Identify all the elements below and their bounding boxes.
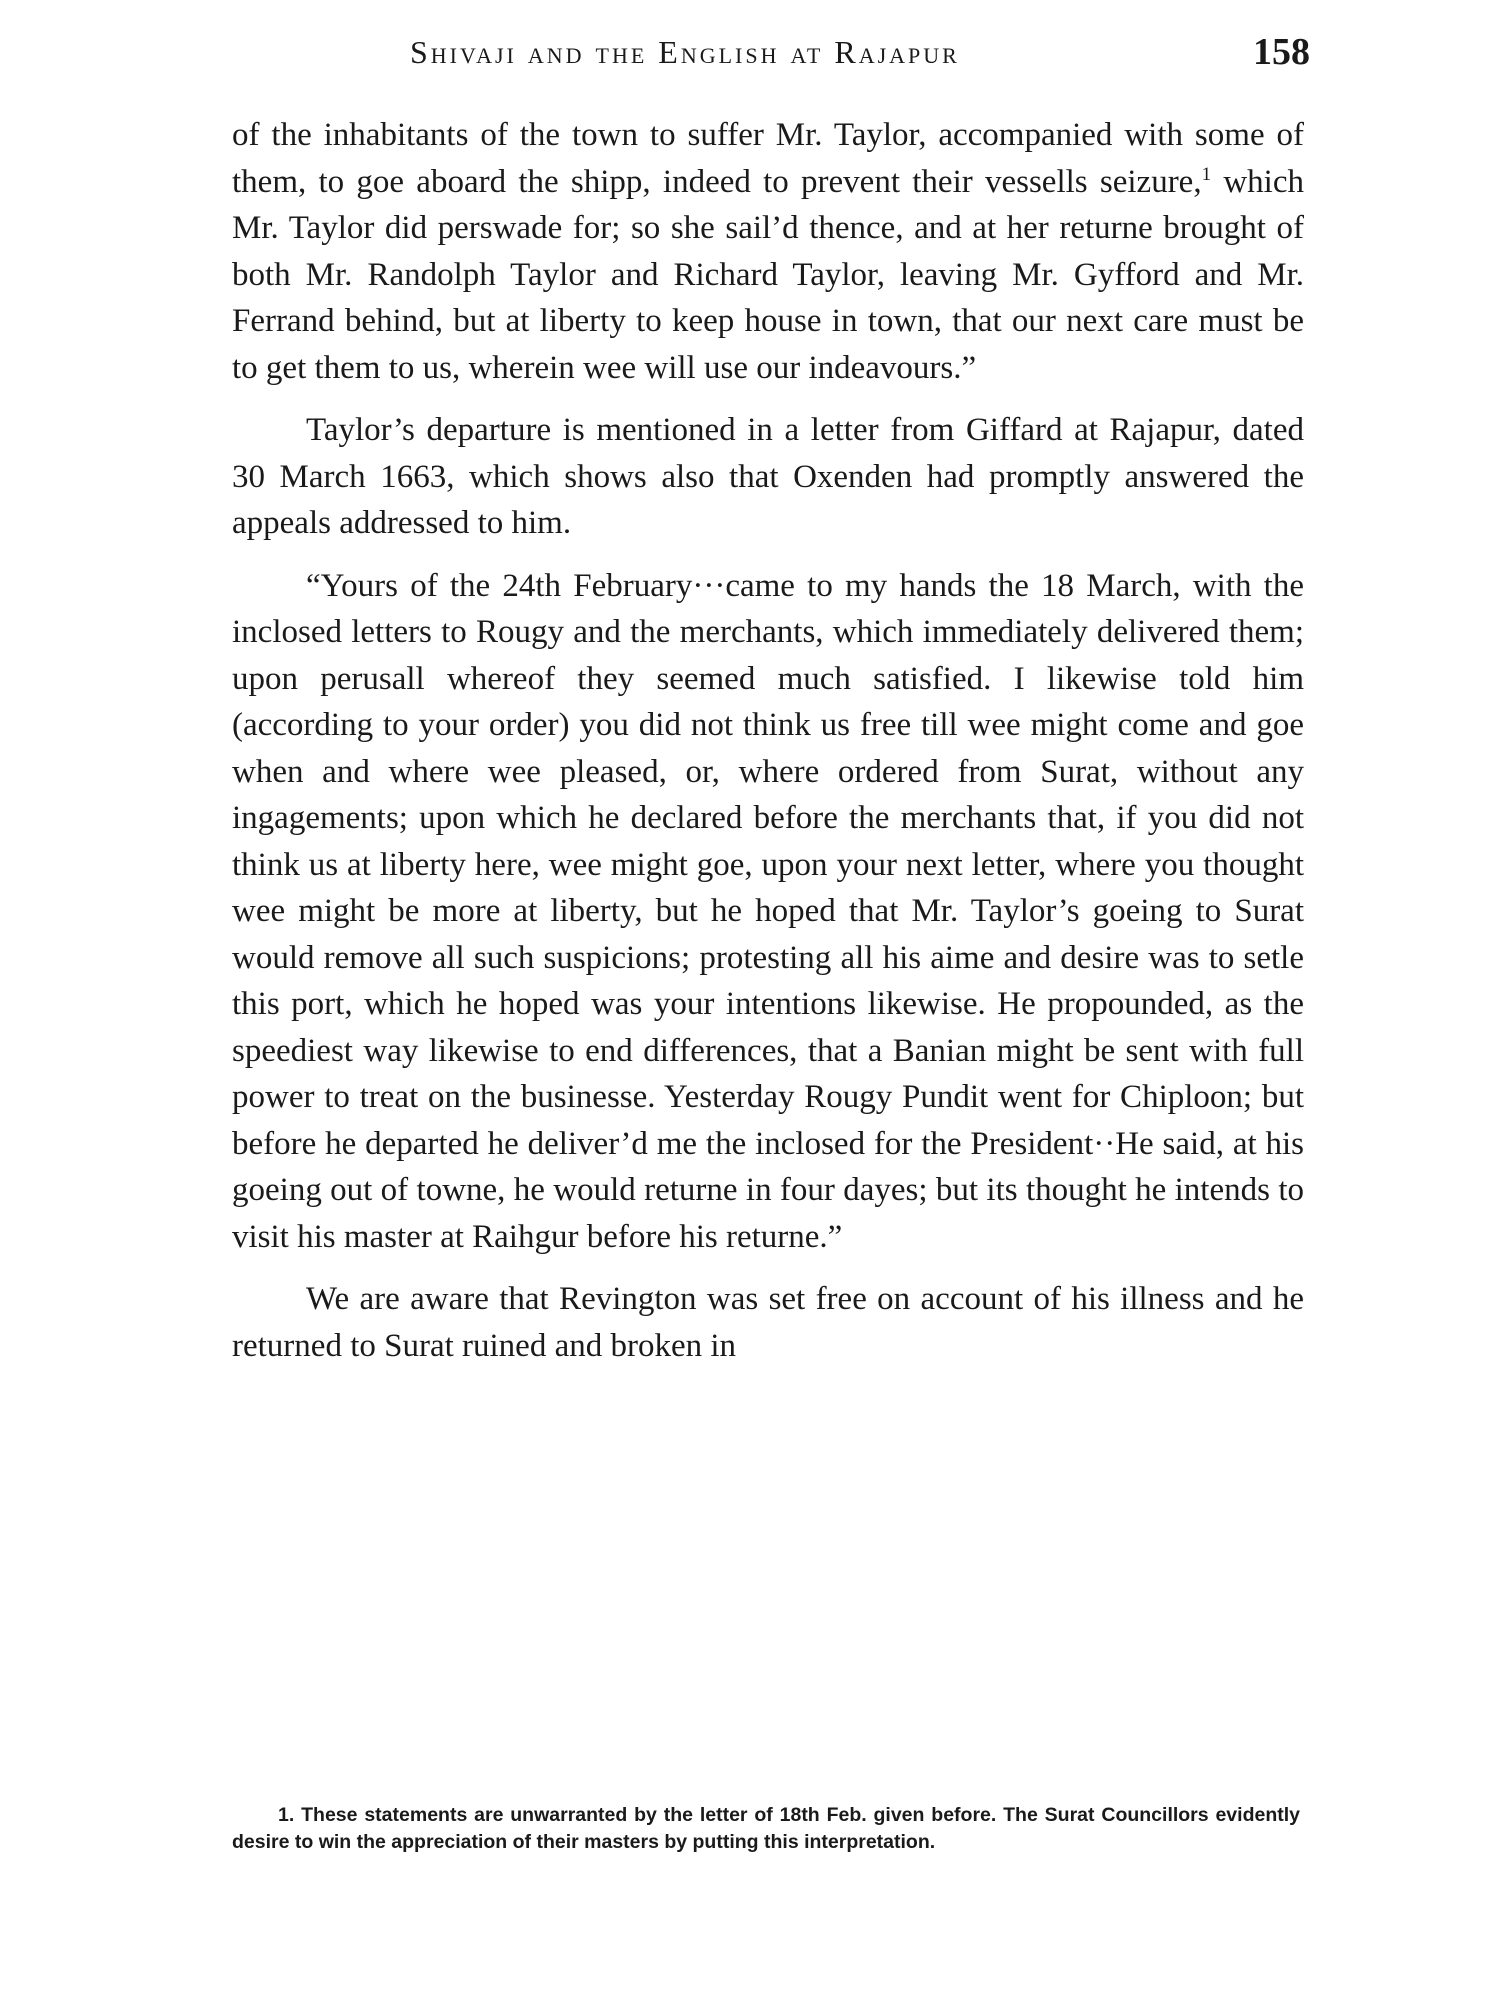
footnote-text: These statements are unwarranted by the letter of 18th Feb. given before. The Surat Councillors evidently desire to win the appreciation of their masters by putting this interpretation. — [232, 1804, 1300, 1853]
footnote — [232, 1802, 1300, 1856]
paragraph-text-after-ref: which Mr. Taylor did perswade for; so she sail’d thence, and at her returne brought of both Mr. Randolph Taylor and Richard Taylor, leaving Mr. Gyfford and Mr. Ferrand behind, but at liberty to keep house in town, that our next care must be to get them to us, wherein wee will use our indeavours.” — [232, 163, 1304, 386]
footnote-number: 1. — [278, 1804, 295, 1826]
footnote-reference: 1 — [1201, 163, 1212, 185]
page-number: 158 — [1253, 31, 1310, 73]
running-title: Shivaji and the English at Rajapur — [410, 34, 960, 70]
letter-quote-paragraph: “Yours of the 24th February···came to my hands the 18 March, with the inclosed letters to Rougy and the merchants, which immediately delivered them; upon perusall whereof they seemed much satisfied. I likewise told him (according to your order) you did not think us free till wee might come and goe when and where wee pleased, or, where ordered from Surat, without any ingagements; upon which he declared before the merchants that, if you did not think us at liberty here, wee might goe, upon your next letter, where you thought wee might be more at liberty, but he hoped that Mr. Taylor’s goeing to Surat would remove all such suspicions; protesting all his aime and desire was to setle this port, which he hoped was your intentions likewise. He propounded, as the speediest way likewise to end differences, that a Banian might be sent with full power to treat on the businesse. Yesterday Rougy Pundit went for Chiploon; but before he departed he deliver’d me the inclosed for the President··He said, at his goeing out of towne, he would returne in four dayes; but its thought he intends to visit his master at Raihgur before his returne.” — [232, 567, 1304, 1255]
paragraph-text-before-ref: of the inhabitants of the town to suffer Mr. Taylor, accompanied with some of them, to goe aboard the shipp, indeed to prevent their vessells seizure, — [232, 117, 1304, 200]
quote-continuation-paragraph — [232, 112, 1304, 391]
page-header — [410, 30, 1310, 90]
body-text — [232, 112, 1304, 1369]
closing-paragraph: We are aware that Revington was set free on account of his illness and he returned to Surat ruined and broken in — [232, 1281, 1304, 1364]
narrative-paragraph: Taylor’s departure is mentioned in a letter from Giffard at Rajapur, dated 30 March 1663, which shows also that Oxenden had promptly answered the appeals addressed to him. — [232, 412, 1304, 541]
